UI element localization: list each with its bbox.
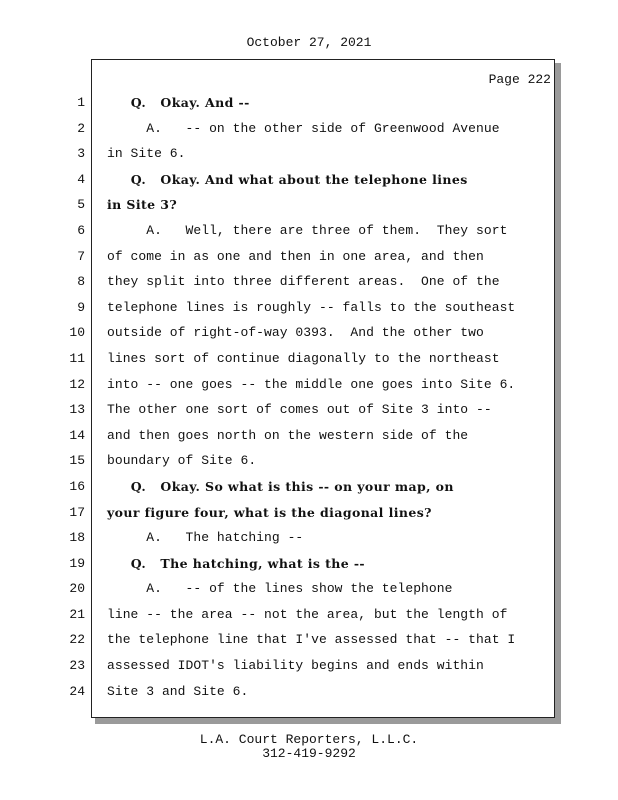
line-number: 5 xyxy=(77,197,85,213)
transcript-line xyxy=(0,192,618,218)
line-text: Q. Okay. And -- xyxy=(107,95,250,110)
transcript-line xyxy=(0,474,618,500)
line-number: 13 xyxy=(69,402,85,418)
line-text: line -- the area -- not the area, but the length of xyxy=(107,606,508,622)
line-text: A. -- of the lines show the telephone xyxy=(107,581,453,597)
line-number: 2 xyxy=(77,120,85,136)
transcript-line xyxy=(0,602,618,628)
line-text: outside of right-of-way 0393. And the other two xyxy=(107,325,484,341)
line-text: into -- one goes -- the middle one goes into Site 6. xyxy=(107,376,516,392)
transcript-line xyxy=(0,525,618,551)
line-text: assessed IDOT's liability begins and ends within xyxy=(107,658,484,674)
line-text: telephone lines is roughly -- falls to the southeast xyxy=(107,299,516,315)
line-number: 11 xyxy=(69,350,85,366)
line-text: Q. The hatching, what is the -- xyxy=(107,555,366,571)
transcript-line xyxy=(0,372,618,398)
line-number: 17 xyxy=(69,504,85,520)
line-text: Q. Okay. So what is this -- on your map, on xyxy=(107,478,454,494)
line-text: boundary of Site 6. xyxy=(107,453,257,469)
line-number: 20 xyxy=(69,581,85,597)
transcript-line xyxy=(0,627,618,653)
line-text: in Site 3? xyxy=(107,197,178,213)
line-number: 9 xyxy=(77,299,85,315)
line-number: 4 xyxy=(77,171,85,187)
line-text: in Site 6. xyxy=(107,146,186,162)
line-number: 19 xyxy=(69,555,85,571)
line-number: 1 xyxy=(77,95,85,110)
line-number: 23 xyxy=(69,658,85,674)
transcript-line xyxy=(0,244,618,270)
transcript-line xyxy=(0,167,618,193)
transcript-line xyxy=(0,500,618,526)
line-text: Q. Okay. And what about the telephone lines xyxy=(107,171,468,187)
footer-phone: 312-419-9292 xyxy=(262,746,356,761)
transcript-line xyxy=(0,346,618,372)
line-number: 3 xyxy=(77,146,85,162)
transcript-line xyxy=(0,116,618,142)
line-text: your figure four, what is the diagonal lines? xyxy=(107,504,432,520)
line-text: lines sort of continue diagonally to the northeast xyxy=(107,350,500,366)
line-number: 18 xyxy=(69,530,85,546)
footer xyxy=(0,733,618,761)
transcript-line xyxy=(0,679,618,705)
line-number: 24 xyxy=(69,683,85,699)
transcript-line xyxy=(0,576,618,602)
line-number: 14 xyxy=(69,427,85,443)
line-text: The other one sort of comes out of Site 3 into -- xyxy=(107,402,492,418)
line-number: 22 xyxy=(69,632,85,648)
line-text: A. Well, there are three of them. They sort xyxy=(107,222,508,238)
transcript-line xyxy=(0,423,618,449)
line-text: A. -- on the other side of Greenwood Avenue xyxy=(107,120,500,136)
transcript-line xyxy=(0,218,618,244)
line-text: A. The hatching -- xyxy=(107,530,304,546)
footer-company: L.A. Court Reporters, L.L.C. xyxy=(199,732,419,747)
line-number: 21 xyxy=(69,606,85,622)
transcript-lines xyxy=(0,90,618,704)
line-number: 6 xyxy=(77,222,85,238)
transcript-line xyxy=(0,141,618,167)
transcript-line xyxy=(0,320,618,346)
transcript-line xyxy=(0,653,618,679)
transcript-line xyxy=(0,295,618,321)
line-number: 8 xyxy=(77,274,85,290)
line-text: and then goes north on the western side of the xyxy=(107,427,469,443)
line-number: 7 xyxy=(77,248,85,264)
line-text: of come in as one and then in one area, and then xyxy=(107,248,484,264)
line-number: 10 xyxy=(69,325,85,341)
line-number: 16 xyxy=(69,478,85,494)
line-text: the telephone line that I've assessed that -- that I xyxy=(107,632,516,648)
transcript-line xyxy=(0,448,618,474)
line-text: they split into three different areas. One of the xyxy=(107,274,500,290)
transcript-line xyxy=(0,551,618,577)
transcript-date: October 27, 2021 xyxy=(246,35,372,50)
transcript-line xyxy=(0,269,618,295)
line-text: Site 3 and Site 6. xyxy=(107,683,249,699)
transcript-line xyxy=(0,397,618,423)
line-number: 15 xyxy=(69,453,85,469)
page-number: Page 222 xyxy=(488,72,551,87)
line-number: 12 xyxy=(69,376,85,392)
transcript-line xyxy=(0,90,618,116)
